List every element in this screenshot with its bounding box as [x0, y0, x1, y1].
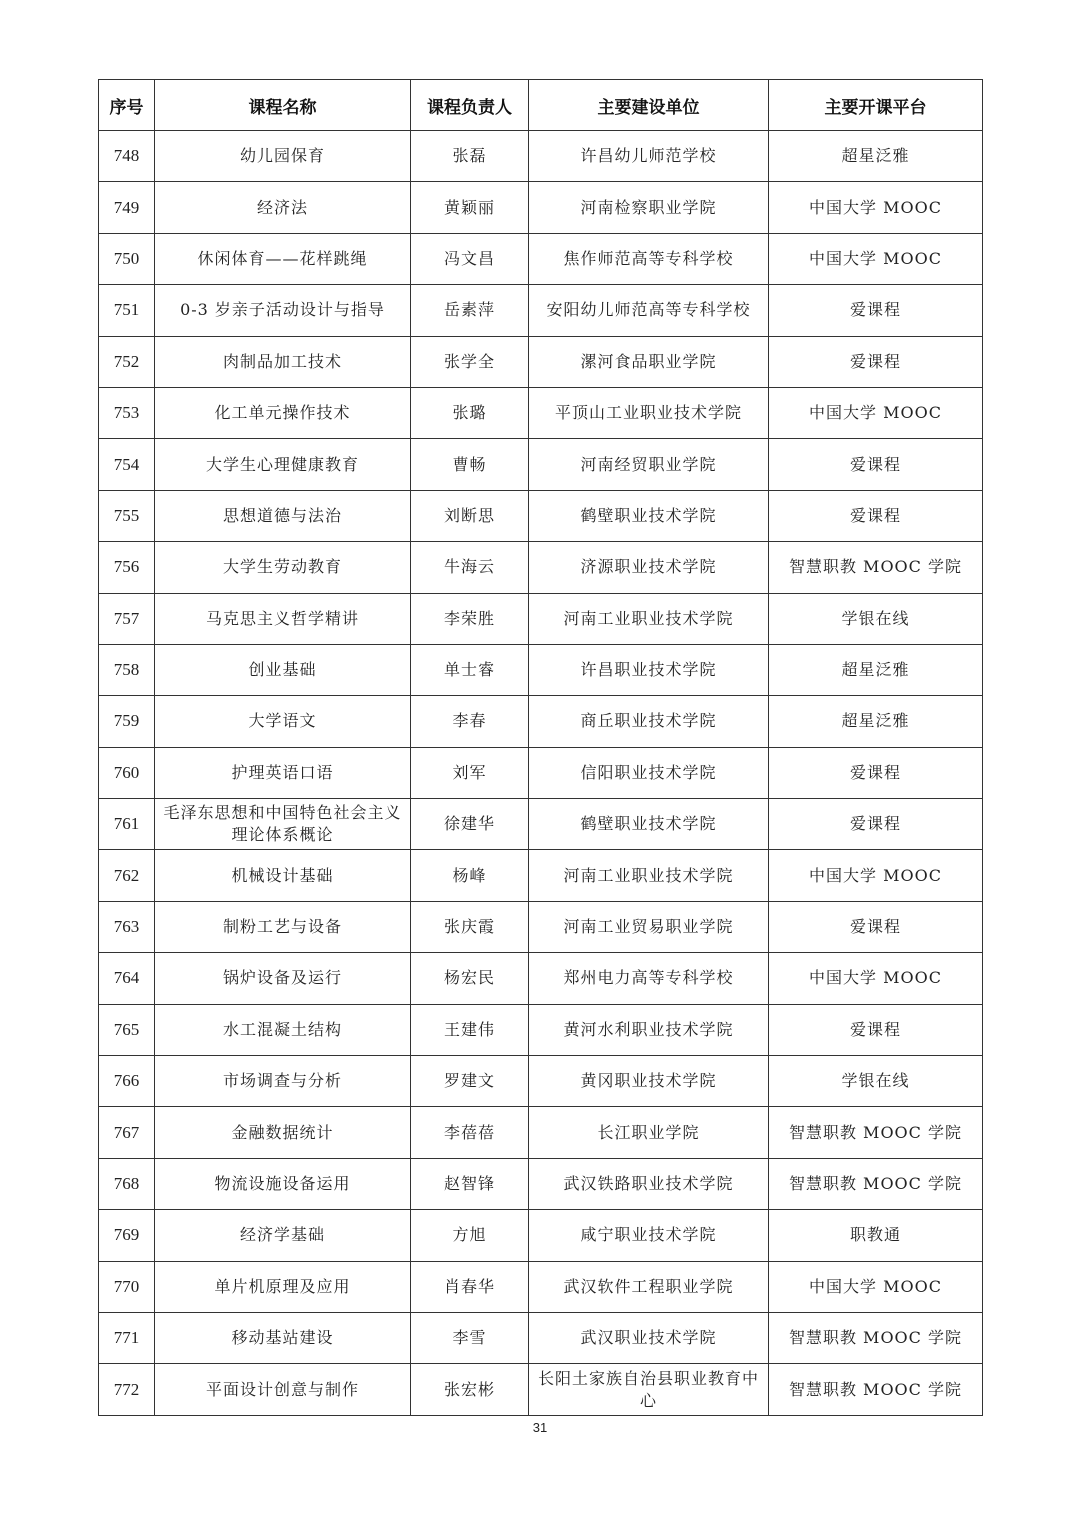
table-row [99, 901, 983, 952]
cell-course-lead: 张学全 [411, 336, 529, 387]
table-row [99, 850, 983, 901]
table-row [99, 490, 983, 541]
cell-course-name: 大学生劳动教育 [155, 542, 411, 593]
cell-institution: 河南工业贸易职业学院 [529, 901, 769, 952]
cell-index: 754 [99, 439, 155, 490]
cell-institution: 鹤壁职业技术学院 [529, 799, 769, 850]
cell-institution: 武汉铁路职业技术学院 [529, 1158, 769, 1209]
cell-course-name: 锅炉设备及运行 [155, 953, 411, 1004]
cell-course-name: 思想道德与法治 [155, 490, 411, 541]
table-row [99, 387, 983, 438]
table-row [99, 1210, 983, 1261]
cell-course-name: 移动基站建设 [155, 1312, 411, 1363]
cell-course-name: 市场调查与分析 [155, 1056, 411, 1107]
cell-course-lead: 罗建文 [411, 1056, 529, 1107]
cell-institution: 漯河食品职业学院 [529, 336, 769, 387]
cell-index: 757 [99, 593, 155, 644]
cell-course-lead: 刘军 [411, 747, 529, 798]
table-row [99, 1004, 983, 1055]
table-row [99, 1158, 983, 1209]
cell-course-name: 0-3 岁亲子活动设计与指导 [155, 285, 411, 336]
table-row [99, 542, 983, 593]
cell-platform: 智慧职教 MOOC 学院 [769, 1364, 983, 1415]
cell-institution: 许昌幼儿师范学校 [529, 131, 769, 182]
table-row [99, 799, 983, 850]
cell-course-name: 毛泽东思想和中国特色社会主义理论体系概论 [155, 799, 411, 850]
cell-index: 759 [99, 696, 155, 747]
cell-course-name: 护理英语口语 [155, 747, 411, 798]
cell-course-lead: 徐建华 [411, 799, 529, 850]
cell-course-name: 大学语文 [155, 696, 411, 747]
cell-course-lead: 李雪 [411, 1312, 529, 1363]
cell-platform: 智慧职教 MOOC 学院 [769, 1158, 983, 1209]
cell-institution: 长江职业学院 [529, 1107, 769, 1158]
cell-course-lead: 方旭 [411, 1210, 529, 1261]
table-row [99, 336, 983, 387]
cell-platform: 超星泛雅 [769, 696, 983, 747]
cell-institution: 信阳职业技术学院 [529, 747, 769, 798]
cell-index: 756 [99, 542, 155, 593]
header-course-name: 课程名称 [155, 80, 411, 131]
cell-index: 772 [99, 1364, 155, 1415]
cell-institution: 黄冈职业技术学院 [529, 1056, 769, 1107]
cell-index: 751 [99, 285, 155, 336]
cell-course-name: 经济法 [155, 182, 411, 233]
cell-institution: 济源职业技术学院 [529, 542, 769, 593]
cell-course-name: 创业基础 [155, 644, 411, 695]
cell-course-lead: 张璐 [411, 387, 529, 438]
table-body [99, 131, 983, 1416]
cell-course-lead: 黄颖丽 [411, 182, 529, 233]
cell-institution: 武汉职业技术学院 [529, 1312, 769, 1363]
cell-index: 768 [99, 1158, 155, 1209]
course-table-container [98, 79, 982, 1416]
table-row [99, 1312, 983, 1363]
cell-course-name: 肉制品加工技术 [155, 336, 411, 387]
cell-institution: 河南检察职业学院 [529, 182, 769, 233]
table-row [99, 1364, 983, 1415]
cell-institution: 平顶山工业职业技术学院 [529, 387, 769, 438]
table-row [99, 1107, 983, 1158]
cell-course-lead: 张磊 [411, 131, 529, 182]
cell-course-lead: 刘断思 [411, 490, 529, 541]
cell-course-name: 大学生心理健康教育 [155, 439, 411, 490]
cell-course-lead: 王建伟 [411, 1004, 529, 1055]
cell-index: 748 [99, 131, 155, 182]
cell-course-name: 水工混凝土结构 [155, 1004, 411, 1055]
table-row [99, 131, 983, 182]
cell-course-lead: 张庆霞 [411, 901, 529, 952]
cell-index: 771 [99, 1312, 155, 1363]
cell-course-name: 金融数据统计 [155, 1107, 411, 1158]
cell-institution: 许昌职业技术学院 [529, 644, 769, 695]
cell-institution: 河南工业职业技术学院 [529, 593, 769, 644]
cell-institution: 武汉软件工程职业学院 [529, 1261, 769, 1312]
cell-index: 749 [99, 182, 155, 233]
table-row [99, 1056, 983, 1107]
cell-course-lead: 李春 [411, 696, 529, 747]
cell-index: 770 [99, 1261, 155, 1312]
table-row [99, 644, 983, 695]
header-index: 序号 [99, 80, 155, 131]
cell-course-lead: 杨峰 [411, 850, 529, 901]
cell-institution: 长阳土家族自治县职业教育中心 [529, 1364, 769, 1415]
cell-course-name: 化工单元操作技术 [155, 387, 411, 438]
cell-course-lead: 张宏彬 [411, 1364, 529, 1415]
cell-platform: 爱课程 [769, 490, 983, 541]
cell-course-name: 单片机原理及应用 [155, 1261, 411, 1312]
page-number: 31 [532, 1420, 548, 1435]
header-institution: 主要建设单位 [529, 80, 769, 131]
cell-index: 763 [99, 901, 155, 952]
cell-course-name: 经济学基础 [155, 1210, 411, 1261]
cell-institution: 安阳幼儿师范高等专科学校 [529, 285, 769, 336]
cell-course-lead: 赵智锋 [411, 1158, 529, 1209]
table-row [99, 439, 983, 490]
cell-platform: 中国大学 MOOC [769, 182, 983, 233]
cell-course-name: 平面设计创意与制作 [155, 1364, 411, 1415]
table-row [99, 182, 983, 233]
cell-platform: 中国大学 MOOC [769, 850, 983, 901]
cell-platform: 中国大学 MOOC [769, 233, 983, 284]
cell-platform: 爱课程 [769, 439, 983, 490]
cell-index: 769 [99, 1210, 155, 1261]
cell-index: 765 [99, 1004, 155, 1055]
cell-institution: 咸宁职业技术学院 [529, 1210, 769, 1261]
cell-course-name: 机械设计基础 [155, 850, 411, 901]
cell-platform: 智慧职教 MOOC 学院 [769, 1312, 983, 1363]
cell-platform: 学银在线 [769, 593, 983, 644]
table-row [99, 953, 983, 1004]
cell-index: 767 [99, 1107, 155, 1158]
header-platform: 主要开课平台 [769, 80, 983, 131]
table-row [99, 1261, 983, 1312]
cell-platform: 中国大学 MOOC [769, 1261, 983, 1312]
cell-institution: 河南工业职业技术学院 [529, 850, 769, 901]
cell-index: 752 [99, 336, 155, 387]
cell-platform: 爱课程 [769, 285, 983, 336]
cell-index: 764 [99, 953, 155, 1004]
cell-institution: 焦作师范高等专科学校 [529, 233, 769, 284]
cell-course-lead: 单士睿 [411, 644, 529, 695]
cell-platform: 爱课程 [769, 799, 983, 850]
cell-institution: 河南经贸职业学院 [529, 439, 769, 490]
table-header-row [99, 80, 983, 131]
cell-platform: 爱课程 [769, 901, 983, 952]
cell-institution: 黄河水利职业技术学院 [529, 1004, 769, 1055]
table-row [99, 285, 983, 336]
cell-platform: 超星泛雅 [769, 131, 983, 182]
cell-institution: 商丘职业技术学院 [529, 696, 769, 747]
cell-course-lead: 李荣胜 [411, 593, 529, 644]
table-row [99, 233, 983, 284]
cell-course-lead: 李蓓蓓 [411, 1107, 529, 1158]
cell-course-lead: 岳素萍 [411, 285, 529, 336]
cell-index: 762 [99, 850, 155, 901]
cell-course-lead: 曹畅 [411, 439, 529, 490]
cell-course-lead: 杨宏民 [411, 953, 529, 1004]
cell-platform: 爱课程 [769, 336, 983, 387]
cell-course-lead: 牛海云 [411, 542, 529, 593]
cell-platform: 学银在线 [769, 1056, 983, 1107]
cell-course-name: 休闲体育——花样跳绳 [155, 233, 411, 284]
cell-platform: 爱课程 [769, 1004, 983, 1055]
header-course-lead: 课程负责人 [411, 80, 529, 131]
cell-index: 766 [99, 1056, 155, 1107]
course-table [98, 79, 983, 1416]
cell-index: 760 [99, 747, 155, 798]
cell-platform: 职教通 [769, 1210, 983, 1261]
cell-course-name: 马克思主义哲学精讲 [155, 593, 411, 644]
cell-course-name: 物流设施设备运用 [155, 1158, 411, 1209]
cell-platform: 中国大学 MOOC [769, 953, 983, 1004]
cell-institution: 鹤壁职业技术学院 [529, 490, 769, 541]
cell-platform: 爱课程 [769, 747, 983, 798]
cell-index: 761 [99, 799, 155, 850]
cell-index: 758 [99, 644, 155, 695]
cell-platform: 超星泛雅 [769, 644, 983, 695]
table-row [99, 696, 983, 747]
cell-course-lead: 冯文昌 [411, 233, 529, 284]
cell-institution: 郑州电力高等专科学校 [529, 953, 769, 1004]
cell-platform: 智慧职教 MOOC 学院 [769, 542, 983, 593]
cell-platform: 中国大学 MOOC [769, 387, 983, 438]
cell-index: 753 [99, 387, 155, 438]
cell-course-name: 幼儿园保育 [155, 131, 411, 182]
table-row [99, 747, 983, 798]
cell-platform: 智慧职教 MOOC 学院 [769, 1107, 983, 1158]
cell-index: 750 [99, 233, 155, 284]
cell-course-name: 制粉工艺与设备 [155, 901, 411, 952]
cell-index: 755 [99, 490, 155, 541]
table-row [99, 593, 983, 644]
cell-course-lead: 肖春华 [411, 1261, 529, 1312]
